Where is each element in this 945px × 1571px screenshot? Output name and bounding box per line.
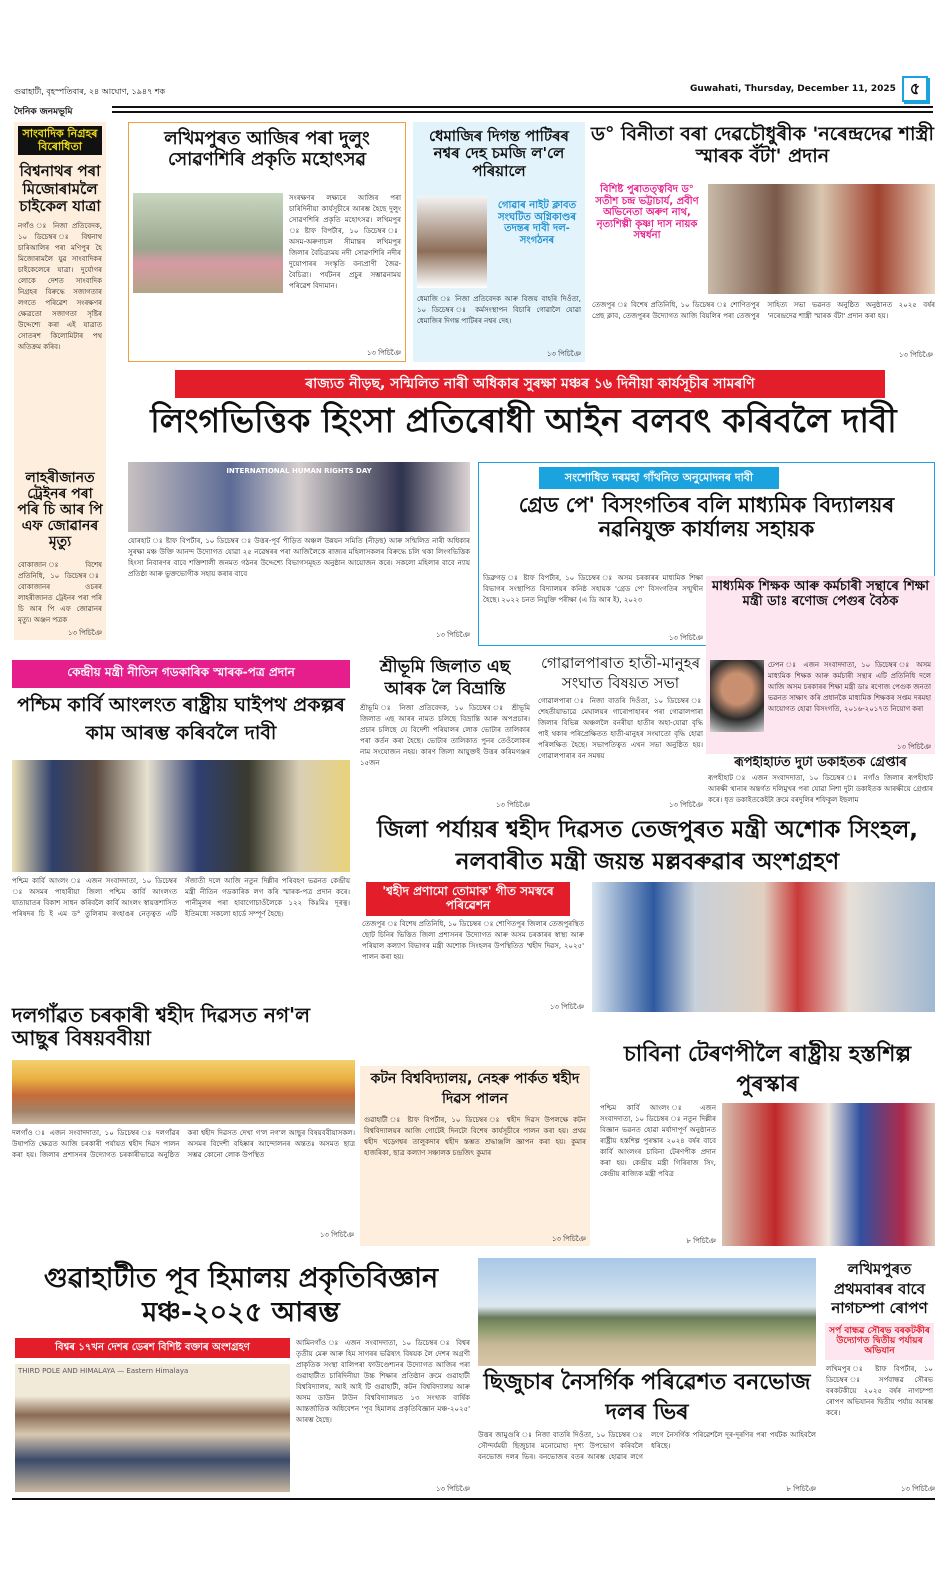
- dateline: ১৩ পিচিঞৈ: [898, 351, 933, 359]
- chef-photo: [417, 196, 487, 288]
- himalaya-headline: গুৱাহাটীত পূব হিমালয় প্ৰকৃতিবিজ্ঞান মঞ্চ-২০২৫ আৰম্ভ: [43, 1263, 439, 1328]
- story-binita: [590, 122, 935, 362]
- left-column: [14, 122, 106, 640]
- elephant-statue-photo: [478, 1258, 816, 1366]
- story-lakhimpur: [128, 122, 406, 362]
- himalaya-banner: বিশ্বৰ ১৭খন দেশৰ ডেৰশ বিশিষ্ট বক্তাৰ অংশগ্ৰহণ: [15, 1338, 290, 1358]
- dateline: ১৩ পিচিঞৈ: [668, 634, 703, 642]
- story-pegu: [706, 576, 935, 754]
- chhijuchar-headline: ছিজুচাৰ নৈসৰ্গিক পৰিৱেশত বনভোজ দলৰ ভিৰ: [483, 1370, 811, 1425]
- story-chhijuchar: [478, 1368, 816, 1494]
- dateline: ১৩ পিচিঞৈ: [435, 1485, 470, 1493]
- dateline: ১৩ পিচিঞৈ: [435, 631, 470, 639]
- conference-photo: [15, 1364, 290, 1492]
- body: গুৱাহাটী ঃ ষ্টাফ বিপৰ্টাৰ, ১০ ডিচেম্বৰ ঃ শ্বহীদ দিৱস উপলক্ষে কটন বিশ্ববিদ্যালয়ৰ আজি গোটেই দিনটো বিশেষ কাৰ্যসূচীৰে পালন কৰা হয়। প্ৰথম শ্বহীদ খড়্গেশ্বৰ তালুকদাৰ শ্বহীদ স্তম্ভত শ্ৰদ্ধাঞ্জলি জ্ঞাপন কৰা হয়। কুমাৰ হাজৰিকা, ছাত্ৰ কল্যাণ সঞ্চালক চন্দ্ৰজিৎ কুমাৰ: [364, 1116, 586, 1158]
- story-martyr: [360, 814, 935, 1012]
- headline: লখিমপুৰত আজিৰ পৰা দুলুং সোৱণশিৰি প্ৰকৃতি মহোৎসৱ: [164, 128, 370, 170]
- chabina-body: পশ্চিম কাৰ্বি আংলং ঃ এজন সংবাদদাতা, ১০ ডিচেম্বৰ ঃ নতুন দিল্লীৰ বিজ্ঞান ভৱনত হোৱা মৰ্যাদাপূৰ্ণ অনুষ্ঠানত ৰাষ্ট্ৰীয় হস্তশিল্প পুৰস্কাৰ ২০২৪ বৰ্ষৰ বাবে কাৰ্বি আংলংৰ চাবিনা টেৰণপীক প্ৰদান কৰা হয়। কেন্দ্ৰীয় মন্ত্ৰী গিৰিৰাজ সিং, কেন্দ্ৰীয় ৰাজ্যিক মন্ত্ৰী পবিত্ৰ: [600, 1104, 716, 1179]
- goalpara-headline: গোৱালপাৰাত হাতী-মানুহৰ সংঘাত বিষয়ত সভা: [540, 654, 701, 692]
- date-english: Guwahati, Thursday, December 11, 2025: [690, 84, 896, 94]
- story-nagchampa: [824, 1260, 935, 1494]
- dalgaon-body: দলগাঁও ঃ এজন সংবাদদাতা, ১০ ডিচেম্বৰ ঃ দলগাঁৱৰ উষাপতি ক্ষেত্ৰত আজি চৰকাৰী পৰ্যায়ত শ্বহীদ দিৱস পালন কৰা হয়। জিলাৰ প্ৰশাসনৰ উদ্যোগত চৰকাৰীভাৱে অনুষ্ঠিত কৰা শ্বহীদ দিৱসত দেখা গ'ল নগ'ল আছুৰ বিষয়ববীয়াসকল। অসমৰ বিদেশী বহিষ্কাৰ আন্দোলনৰ অন্ততঃ অসমত ছাত্ৰ সম্ভৱ কোনো লোক উপস্থিত: [12, 1129, 355, 1159]
- story-dhemaji: [413, 122, 585, 362]
- body: ধেমাজি ঃ নিজা প্ৰতিবেদক আৰু বিজয় বাহৰি দিওঁতা, ১০ ডিচেম্বৰ ঃ কৰ্মসংস্থাপন বিচাৰি গোৱালৈ যোৱা ধেমাজিৰ দিগন্ত পাটিৰৰ নশ্বৰ দেহ।: [417, 295, 581, 325]
- nagchampa-body: লখিমপুৰ ঃ ষ্টাফ বিপৰ্টাৰ, ১০ ডিচেম্বৰ ঃ সৰ্পবান্ধৱ সৌৰভ বৰকটকীয়ে ২০২৫ বৰ্ষৰ নাগচম্পা ৰোপণ অভিযানৰ দ্বিতীয় পৰ্যায় আৰম্ভ কৰে।: [826, 1364, 933, 1417]
- dateline: ১৩ পিচিঞৈ: [896, 743, 931, 751]
- gradepay-banner: সংশোধিত দৰমহা গাঁথনিত অনুমোদনৰ দাবী: [539, 467, 779, 489]
- minister-photo: [710, 660, 764, 732]
- headline: ড° বিনীতা বৰা দেৱচৌধুৰীক 'নৰেন্দ্ৰদেৱ শাস্ত্ৰী স্মাৰক বঁটা' প্ৰদান: [591, 123, 934, 167]
- left-story2-headline: লাহৰীজানত ট্ৰেইনৰ পৰা পৰি চি আৰ পি এফ জোৱানৰ মৃত্যু: [17, 469, 103, 550]
- masthead-rule: [112, 106, 933, 113]
- masthead: দৈনিক জনমভূমি: [14, 107, 73, 117]
- dateline: ১৩ পিচিঞৈ: [549, 1003, 584, 1011]
- subhead: বিশিষ্ট পুৰাতত্ত্ববিদ ড° সতীশ চন্দ্ৰ ভট্টাচাৰ্য, প্ৰবীণ অভিনেতা অৰুণ নাথ, নৃত্যশিল্পী কৃষ্ণা দাস নায়ক সম্বৰ্ধনা: [595, 184, 699, 241]
- robbery-body: ৰূপহীহাট ঃ এজন সংবাদদাতা, ১০ ডিচেম্বৰ ঃ নগাঁও জিলাৰ ৰূপহীহাট আৰক্ষী থানাৰ অন্তৰ্গত দলিমুখৰ পৰা যোৱা নিশা দুটা ডকাইতক আৰক্ষীয়ে গ্ৰেপ্তাৰ কৰে। ধৃত ডকাইতকেইটা ক্ৰমে বৰদুলিৰ শফিকুল ইছলাম: [708, 773, 933, 804]
- gbv-headline: লিংগভিত্তিক হিংসা প্ৰতিৰোধী আইন বলবৎ কৰিবলৈ দাবী: [150, 401, 897, 440]
- chhijuchar-body: উত্তৰ জামুগুৰি ঃ নিজা বাতৰি দিওঁতা, ১০ ডিচেম্বৰ ঃ সৌন্দৰ্যময়ী ছিজুচাৰ মনোমোহা দৃশ্য উপভোগ কৰিবলৈ বনভোজ দলৰ ভিৰ। বনভোজৰ বতৰ আৰম্ভ হোৱাৰ লগে লগে নৈসৰ্গিক পৰিৱেশলৈ দূৰ-দূৰণিৰ পৰা পৰ্যটক আহিবলৈ ধৰিছে।: [478, 1431, 816, 1462]
- story-cotton: [360, 1066, 590, 1246]
- martyr-headline: জিলা পৰ্যায়ৰ শ্বহীদ দিৱসত তেজপুৰত মন্ত্ৰী অশোক সিংহল, নলবাৰীত মন্ত্ৰী জয়ন্ত মল্লবৰুৱাৰ অংশগ্ৰহণ: [377, 817, 918, 876]
- martyr-photo: [592, 882, 935, 1012]
- body: সংৰক্ষণৰ লক্ষ্যৰে আজিৰ পৰা চাৰিদিনীয়া কাৰ্যসূচীৰে আৰম্ভ হৈছে দুলুং সোৱণশিৰি প্ৰকৃতি মহোৎসৱ। লখিমপুৰ ঃ ষ্টাফ বিপৰ্টাৰ, ১০ ডিচেম্বৰ ঃ অসম-অৰুণাচল সীমান্তৰ লখিমপুৰ জিলাৰ বৈচিত্ৰ্যময় নদী সোৱণশিৰি নদীৰ দুয়োপাৰৰ সংস্কৃতি বন্যপ্ৰাণী জৈৱ-বৈচিত্ৰ্য। পৰ্যটনৰ প্ৰচুৰ সম্ভাৱনাময় পৰিৱেশ বিদ্যমান।: [289, 194, 401, 290]
- body: ঢেপন ঃ এজন সংবাদদাতা, ১০ ডিচেম্বৰ ঃ অসম মাধ্যমিক শিক্ষক আৰু কৰ্মচাৰী সন্থাৰ এটি প্ৰতিনিধি দলে আজি অসম চৰকাৰৰ শিক্ষা মন্ত্ৰী ডাঃ ৰণোজ পেগুক জনতা ভৱনত সাক্ষাৎ কৰি প্ৰধানকৈ মাধ্যমিক শিক্ষকৰ সপ্তম দৰমহা আয়োগত হোৱা বিসংগতি, ২০১৬-২০১৭ত নিয়োগ কৰা: [768, 661, 931, 713]
- dateline: ১৩ পিচিঞৈ: [546, 350, 581, 358]
- dalgaon-headline: দলগাঁৱত চৰকাৰী শ্বহীদ দিৱসত নগ'ল আছুৰ বিষয়ববীয়া: [12, 1003, 311, 1050]
- nagchampa-headline: লখিমপুৰত প্ৰথমবাৰৰ বাবে নাগচম্পা ৰোপণ: [831, 1260, 928, 1317]
- bottom-rule: [12, 1498, 935, 1500]
- story-robbery: [706, 756, 935, 812]
- award-photo: [708, 184, 935, 294]
- robbery-headline: ৰূপহীহাটত দুটা ডকাইতক গ্ৰেপ্তাৰ: [734, 756, 907, 770]
- story-sribhumi: [360, 656, 530, 810]
- dateline: ১৩ পিচিঞৈ: [67, 629, 102, 637]
- headline: ধেমাজিৰ দিগন্ত পাটিৰৰ নশ্বৰ দেহ চমজি ল'লে পৰিয়ালে: [428, 127, 569, 180]
- dateline: ১৩ পিচিঞৈ: [668, 801, 703, 809]
- festival-photo: [133, 193, 283, 293]
- sribhumi-body: শ্ৰীভূমি ঃ নিজা প্ৰতিবেদক, ১০ ডিচেম্বৰ ঃ শ্ৰীভূমি জিলাত এছ আৰৰ নামত চলিছে বিভ্ৰান্তি আৰু অপপ্ৰচাৰ। প্ৰচাৰ চলিছে যে বিদেশী পৰিয়ালৰ লোক ভোটাৰ তালিকাৰ পৰা কৰ্তন কৰা হৈছে। ভোটাৰ তালিকাত পুনৰ তেওঁলোকৰ নাম সংযোজন নহয়। কাৰণ জিলা আয়ুক্তই উত্তৰ কৰিমগঞ্জৰ ১৫জন: [360, 704, 530, 768]
- subhead: গোৱাৰ নাইট ক্লাবত সংঘটিত অগ্নিকাণ্ডৰ তদন্তৰ দাবী দল-সংগঠনৰ: [497, 200, 577, 246]
- headline: গ্ৰেড পে' বিসংগতিৰ বলি মাধ্যমিক বিদ্যালয়ৰ নৱনিযুক্ত কাৰ্যালয় সহায়ক: [518, 493, 895, 542]
- martyr-song-box: 'শ্বহীদ প্ৰণামো তোমাক' গীত সমস্বৰে পৰিৱেশন: [366, 882, 570, 916]
- dateline: ৮ পিচিঞৈ: [686, 1237, 716, 1245]
- gadkari-body: পশ্চিম কাৰ্বি আংলং ঃ এজন সংবাদদাতা, ১০ ডিচেম্বৰ ঃ অসমৰ পাহাৰীয়া জিলা পশ্চিম কাৰ্বি আংলংত যাতায়াতৰ বিকাশ সাধন কৰিবলৈ কাৰ্বি আংলং স্বায়ত্তশাসিত পৰিষদৰ চি ই এম ড° তুলিৰাম ৰংহাঙৰ নেতৃত্বত এটি সঁজাতী দলে আজি নতুন দিল্লীৰ পৰিবহণ ভৱনত কেন্দ্ৰীয় মন্ত্ৰী নীতিন গডকাৰিক লগ কৰি স্মাৰক-পত্ৰ প্ৰদান কৰে। পানীমূলৰ পৰা হাবাগোচাওঁলৈকে ১২২ কিঃমিঃ দূৰত্ব। ইতিমধ্যে সকলো হাৰ্ডে সম্পূৰ্ণ হৈছে।: [12, 877, 350, 918]
- story-goalpara: [538, 654, 703, 810]
- martyr-body: তেজপুৰ ঃ বিশেষ প্ৰতিনিধি, ১০ ডিচেম্বৰ ঃ শোণিতপুৰ জিলাৰ তেজপুৰস্থিত ছোট চিনিৰ ভিত্তিত জিলা প্ৰশাসনৰ উদ্যোগত আৰু অসম চৰকাৰৰ স্বাস্থ্য আৰু পৰিয়াল কল্যাণ বিভাগৰ মন্ত্ৰী অশোক সিংহলৰ উপস্থিতিত 'শ্বহীদ দিৱস, ২০২৫' পালন কৰা হয়।: [362, 919, 584, 961]
- photo-banner-text: THIRD POLE AND HIMALAYA — Eastern Himalaya: [18, 1367, 189, 1375]
- human-rights-day-photo: [128, 462, 470, 532]
- award-ceremony-photo: [722, 1103, 935, 1246]
- gbv-banner: ৰাজ্যত নীড়ছ, সন্মিলিত নাৰী অধিকাৰ সুৰক্ষা মঞ্চৰ ১৬ দিনীয়া কাৰ্যসূচীৰ সামৰণি: [175, 370, 885, 398]
- goalpara-body: গোৱালপাৰা ঃ নিজা বাতৰি দিওঁতা, ১০ ডিচেম্বৰ ঃ শেহতীয়াভাৱে মেঘালয়ৰ গাৰোপাহাৰৰ পৰা গোৱালপাৰা জিলাৰ বিভিন্ন অঞ্চললৈ বনৰীয়া হাতীৰ অহা-যোৱা বৃদ্ধি পাই থকাৰ পৰিপ্ৰেক্ষিতত হাতী-মানুহৰ সংঘাতো বৃদ্ধি হোৱা পৰিলক্ষিত হৈছে। সভাপতিত্বত এখন সভা অনুষ্ঠিত হয়। গোৱালপাৰাৰ বন সমন্বয়: [538, 697, 703, 760]
- gadkari-meeting-photo: [12, 760, 350, 872]
- left-story1-headline: বিশ্বনাথৰ পৰা মিজোৰামলৈ চাইকেল যাত্ৰা: [19, 162, 101, 215]
- dateline: ১৩ পিচিঞৈ: [900, 1485, 935, 1493]
- chabina-headline: চাবিনা টেৰণপীলৈ ৰাষ্ট্ৰীয় হস্তশিল্প পুৰস্কাৰ: [623, 1042, 912, 1097]
- date-assamese: গুৱাহাটী, বৃহস্পতিবাৰ, ২৪ আঘোণ, ১৯৪৭ শক: [14, 87, 166, 96]
- gadkari-banner: কেন্দ্ৰীয় মন্ত্ৰী নীতিন গডকাৰিক স্মাৰক-পত্ৰ প্ৰদান: [12, 660, 350, 688]
- dateline: ১৩ পিচিঞৈ: [495, 801, 530, 809]
- story-himalaya-text: [296, 1338, 470, 1494]
- dalgaon-photo: [12, 1060, 355, 1124]
- dateline: ১৩ পিচিঞৈ: [319, 1231, 354, 1239]
- headline: মাধ্যমিক শিক্ষক আৰু কৰ্মচাৰী সন্থাৰে শিক্ষা মন্ত্ৰী ডাঃ ৰণোজ পেগুৰ বৈঠক: [711, 579, 930, 609]
- headline: কটন বিশ্ববিদ্যালয়, নেহৰু পাৰ্কত শ্বহীদ দিৱস পালন: [370, 1071, 580, 1107]
- body: তেজপুৰ ঃ বিশেষ প্ৰতিনিধি, ১০ ডিচেম্বৰ ঃ শোণিতপুৰ প্ৰেছ ক্লাব, তেজপুৰৰ উদ্যোগত আজি বিয়লিৰ পৰা তেজপুৰ সাহিত্য সভা ভৱনত অনুষ্ঠিত অনুষ্ঠানত ২০২৫ বৰ্ষৰ 'নৰেন্দ্ৰদেৱ শাস্ত্ৰী স্মাৰক বঁটা' প্ৰদান কৰা হয়।: [592, 301, 935, 320]
- dateline: ১৩ পিচিঞৈ: [551, 1235, 586, 1243]
- left-story1-body: নগাঁও ঃ নিজা প্ৰতিবেদক, ১০ ডিচেম্বৰ ঃ বিশ্বনাথ চাৰিআলিৰ পৰা মণিপুৰ হৈ মিজোৰামলৈ যুৱ সাংবাদিকৰ চাইকেলেৰে যাত্ৰা। দুৰ্যোগৰ লোকে দেশত সাংবাদিক নিগ্ৰহৰ বিৰুদ্ধে সজাগতাৰ লগতে পৰিৱেশ সংৰক্ষণৰ ক্ষেত্ৰতো সজাগতা সৃষ্টিৰ উদ্দেশ্যে কৰা এই যাত্ৰাত সোতৰশ কিলোমিটাৰ পথ অতিক্ৰম কৰিব।: [18, 222, 102, 352]
- dateline: ৮ পিচিঞৈ: [786, 1485, 816, 1493]
- photo-banner-text: INTERNATIONAL HUMAN RIGHTS DAY: [226, 467, 372, 475]
- story-chabina: [600, 1040, 935, 1246]
- left-story2-body: বোকাজান ঃ বিশেষ প্ৰতিনিধি, ১০ ডিচেম্বৰ ঃ বোকাজানৰ ওচৰৰ লাহৰীজানত ট্ৰেইনৰ পৰা পৰি চি আৰ পি এফ জোৱানৰ মৃত্যু। অঞ্জন পত্ৰক: [18, 561, 102, 624]
- page-number: ৫: [902, 76, 928, 102]
- nagchampa-subhead: সৰ্প বান্ধৱ সৌৰভ বৰকটকীৰ উদ্যোগত দ্বিতীয় পৰ্যায়ৰ অভিযান: [825, 1323, 934, 1360]
- gbv-body: যোৰহাট ঃ ষ্টাফ বিপৰ্টাৰ, ১০ ডিচেম্বৰ ঃ উত্তৰ-পূৰ্ব পীড়িত অঞ্চল উন্নয়ন সমিতি (নীড়ছ) আৰু সন্মিলিত নাৰী অধিকাৰ সুৰক্ষা মঞ্চ উক্তি আনন্দ উদ্যোগত যোৱা ২৫ নৱেম্বৰৰ পৰা আজিলৈকে ৰাজ্যৰ মহিলাসকলৰ বিৰুদ্ধে চলি থকা লিংগভিত্তিক হিংসা নিবাৰণৰ বাবে শক্তিশালী জনমত গঠনৰ উদ্দেশ্যে বিভাগসমূহত অনুষ্ঠান আয়োজন কৰে। সকলো মহিলাৰ বাবে ন্যায় প্ৰতিষ্ঠা আৰু ভুক্তভোগীক সহায় কৰাৰ বাবে: [128, 537, 470, 578]
- left-tag: সাংবাদিক নিগ্ৰহৰ বিৰোধিতা: [18, 126, 102, 155]
- sribhumi-headline: শ্ৰীভূমি জিলাত এছ আৰক লৈ বিভ্ৰান্তি: [379, 657, 511, 700]
- dateline: ১৩ পিচিঞৈ: [366, 349, 401, 357]
- gadkari-headline: পশ্চিম কাৰ্বি আংলংত ৰাষ্ট্ৰীয় ঘাইপথ প্ৰকল্পৰ কাম আৰম্ভ কৰিবলৈ দাবী: [17, 694, 345, 744]
- body: ডিব্ৰুগড় ঃ ষ্টাফ বিপৰ্টাৰ, ১০ ডিচেম্বৰ ঃ অসম চৰকাৰৰ মাধ্যমিক শিক্ষা বিভাগৰ সংস্থাপিত বিদ্যালয়ৰ কনিষ্ঠ সহায়ক 'গ্ৰেড পে' বিসংগতিৰ সন্মুখীন হৈছে। ২০২২ চনত নিযুক্তি পৰীক্ষা (এ ডি আৰ ই), ২০২৩: [483, 574, 703, 604]
- himalaya-body: আমিনগাঁও ঃ এজন সংবাদদাতা, ১০ ডিচেম্বৰ ঃ বিশ্বৰ তৃতীয় মেৰু আৰু হিম সাগৰৰ ভৱিষ্যৎ বিষয়ক লৈ দেশৰ অগ্ৰণী প্ৰাকৃতিক সংস্থা বালিপৰা ফাউণ্ডেশ্যনৰ উদ্যোগত আজিৰ পৰা গুৱাহাটীত চাৰিদিনীয়া উচ্চ শিক্ষাৰ প্ৰতিষ্ঠান ক্ৰমে গুৱাহাটী বিশ্ববিদ্যালয়, আই আই টি গুৱাহাটী, কটন বিশ্ববিদ্যালয় আৰু অসম ডাউন টাউন বিশ্ববিদ্যালয়ত ১৩ সংখ্যক বাৰ্ষিক আন্তৰ্জাতিক অধিবেশন 'পূব হিমালয় প্ৰকৃতিবিজ্ঞান মঞ্চ-২০২৫' আৰম্ভ হৈছে।: [296, 1339, 470, 1424]
